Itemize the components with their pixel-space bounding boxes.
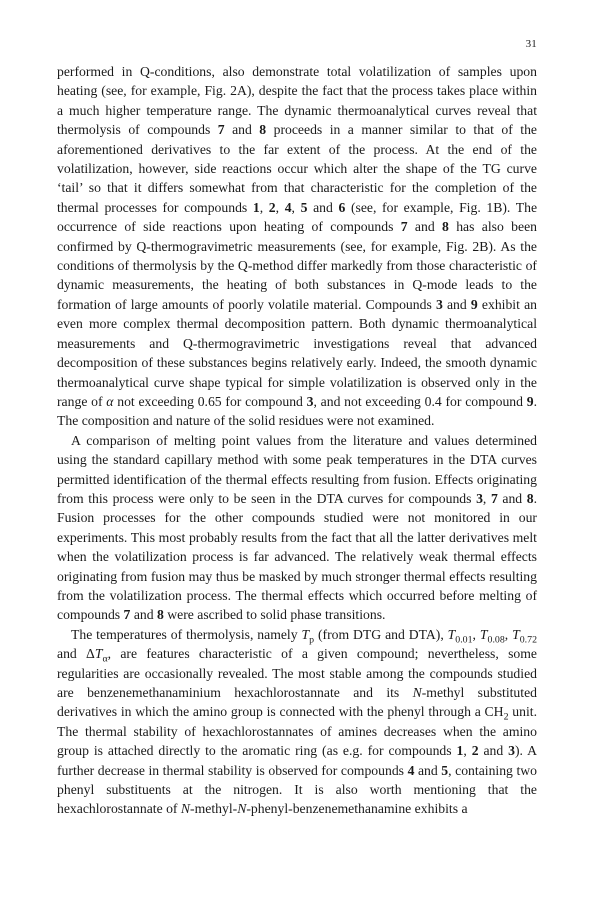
text-run: T [301, 626, 310, 642]
text-run: and [224, 122, 260, 138]
paragraph [57, 431, 537, 625]
text-run: 8 [526, 490, 534, 506]
text-run: , [291, 199, 301, 215]
text-run: 2 [503, 712, 509, 724]
text-run: 8 [157, 607, 164, 623]
text-run: α [102, 653, 108, 665]
text-run: and [407, 219, 443, 235]
text-run: were ascribed to solid phase transitions. [163, 607, 386, 623]
text-run: p [309, 634, 315, 646]
text-run: , [472, 626, 480, 642]
text-run: N [412, 685, 422, 700]
paragraph [57, 62, 537, 431]
text-run: proceeds in a manner similar to that of the aforementioned derivatives to the far extent of the process. At the end of the volatilization, however, side reactions occur which alter the shape of the TG curve ‘tail’ so that it differs somewhat from that characteristic for the completion of the thermal processes for compounds [57, 122, 537, 215]
text-run: and [442, 296, 471, 312]
text-run: -methyl- [190, 801, 238, 817]
paragraph [57, 625, 537, 819]
text-run: 0.01 [455, 634, 473, 646]
text-run: , [504, 626, 513, 642]
text-run: A comparison of melting point values from the literature and values determined using the standard capillary method with some peak temperatures in the DTA curves permitted identification of the thermal effects resulting from fusion. Effects originating from this process were only to be seen in the DTA curves for compounds [57, 432, 537, 506]
text-run: . Fusion processes for the other compounds studied were not monitored in our experiments. This most probably results from the fact that all the latter derivatives melt when the volatilization process is far advanced. The relatively weak thermal effects originating from fusion may thus be masked by much stronger thermal effects resulting from the volatilization process. The thermal effects which occurred before melting of compounds [57, 490, 538, 623]
text-run: performed in Q-conditions, also demonstrate total volatilization of samples upon heating (see, for example, Fig. 2A), despite the fact that the process takes place within a much higher temperature range. The dynamic thermoanalytical curves reveal that thermolysis of compounds [57, 64, 537, 138]
text-run: and [414, 762, 442, 778]
text-run: 8 [259, 122, 267, 138]
text-run: exhibit an even more complex thermal decomposition pattern. Both dynamic thermoanalytical measurements and Q-thermogravimetric investigations reveal that advanced decomposition of these substances begins relatively early. Indeed, the smooth dynamic thermoanalytical curve shape typical for simple volatilization is observed only in the range of [57, 296, 537, 409]
text-run: 4 [407, 762, 415, 778]
text-run: . The composition and nature of the solid residues were not examined. [57, 393, 537, 429]
text-run: 3 [306, 393, 314, 409]
text-run: T [94, 646, 103, 662]
text-run: unit. The thermal stability of hexachlorostannates of amines decreases when the amino group is attached directly to the aromatic ring (as e.g. for compounds [57, 704, 537, 759]
text-run: 7 [400, 219, 408, 235]
text-run: (see, for example, Fig. 1B). The occurrence of side reactions upon heating of compounds [57, 199, 538, 235]
text-run: 9 [470, 296, 478, 312]
text-run: The temperatures of thermolysis, namely [71, 626, 302, 642]
text-run: and [307, 199, 339, 215]
text-run: N [180, 801, 191, 817]
text-run: 0.72 [519, 634, 538, 646]
text-run: 9 [526, 393, 534, 409]
text-run: not exceeding 0.65 for compound [113, 393, 307, 409]
text-run: , [275, 199, 285, 215]
text-run: (from DTG and DTA), [314, 626, 448, 642]
text-run: 4 [284, 199, 292, 215]
text-run: and [497, 490, 527, 506]
text-run: 3 [476, 490, 483, 506]
text-run: and [478, 743, 509, 759]
text-run: 8 [442, 219, 449, 235]
text-run: 7 [217, 122, 225, 138]
text-run: 5 [300, 199, 308, 215]
text-run: and Δ [57, 646, 95, 662]
text-run: -phenyl-benzenemethanamine exhibits a [246, 801, 468, 817]
text-run: T [447, 626, 456, 642]
text-run: 3 [435, 296, 443, 312]
text-run: , are features characteristic of a given compound; nevertheless, some regularities are occasionally revealed. The most stable among the compounds studied are benzenemethanaminium hexachlorostannate and its [57, 646, 537, 700]
text-run: ). A further decrease in thermal stability is observed for compounds [57, 743, 538, 778]
text-run: 2 [471, 743, 479, 759]
text-run: , [482, 490, 491, 506]
text-run: -methyl substituted derivatives in which the amino group is connected with the phenyl through a CH [57, 685, 537, 720]
text-run: , [259, 199, 269, 215]
text-run: 7 [123, 607, 131, 623]
text-run: 1 [456, 743, 464, 759]
text-run: 3 [508, 743, 515, 759]
text-run: 0.08 [487, 634, 505, 646]
text-run: and [130, 607, 157, 623]
text-run: , and not exceeding 0.4 for compound [313, 393, 527, 409]
text-run: α [106, 393, 114, 409]
text-run: T [479, 626, 488, 642]
text-run: 2 [268, 199, 276, 215]
page-number: 31 [525, 38, 537, 50]
text-run: 7 [490, 490, 498, 506]
body-text [57, 62, 537, 819]
text-run: , containing two phenyl substituents at the nitrogen. It is also worth mentioning that the hexachlorostannate of [57, 762, 537, 817]
text-run: T [512, 626, 520, 642]
text-run: 6 [338, 199, 346, 215]
text-run: has also been confirmed by Q-thermogravimetric measurements (see, for example, Fig. 2B). As the conditions of thermolysis by the Q-method differ markedly from those characteristic of dynamic measurements, the heating of both substances in Q-mode leads to the formation of large amounts of poorly volatile material. Compounds [57, 219, 537, 312]
text-run: N [237, 801, 247, 817]
text-run: 5 [441, 762, 449, 778]
text-run: , [463, 743, 472, 759]
text-run: 1 [252, 199, 260, 215]
